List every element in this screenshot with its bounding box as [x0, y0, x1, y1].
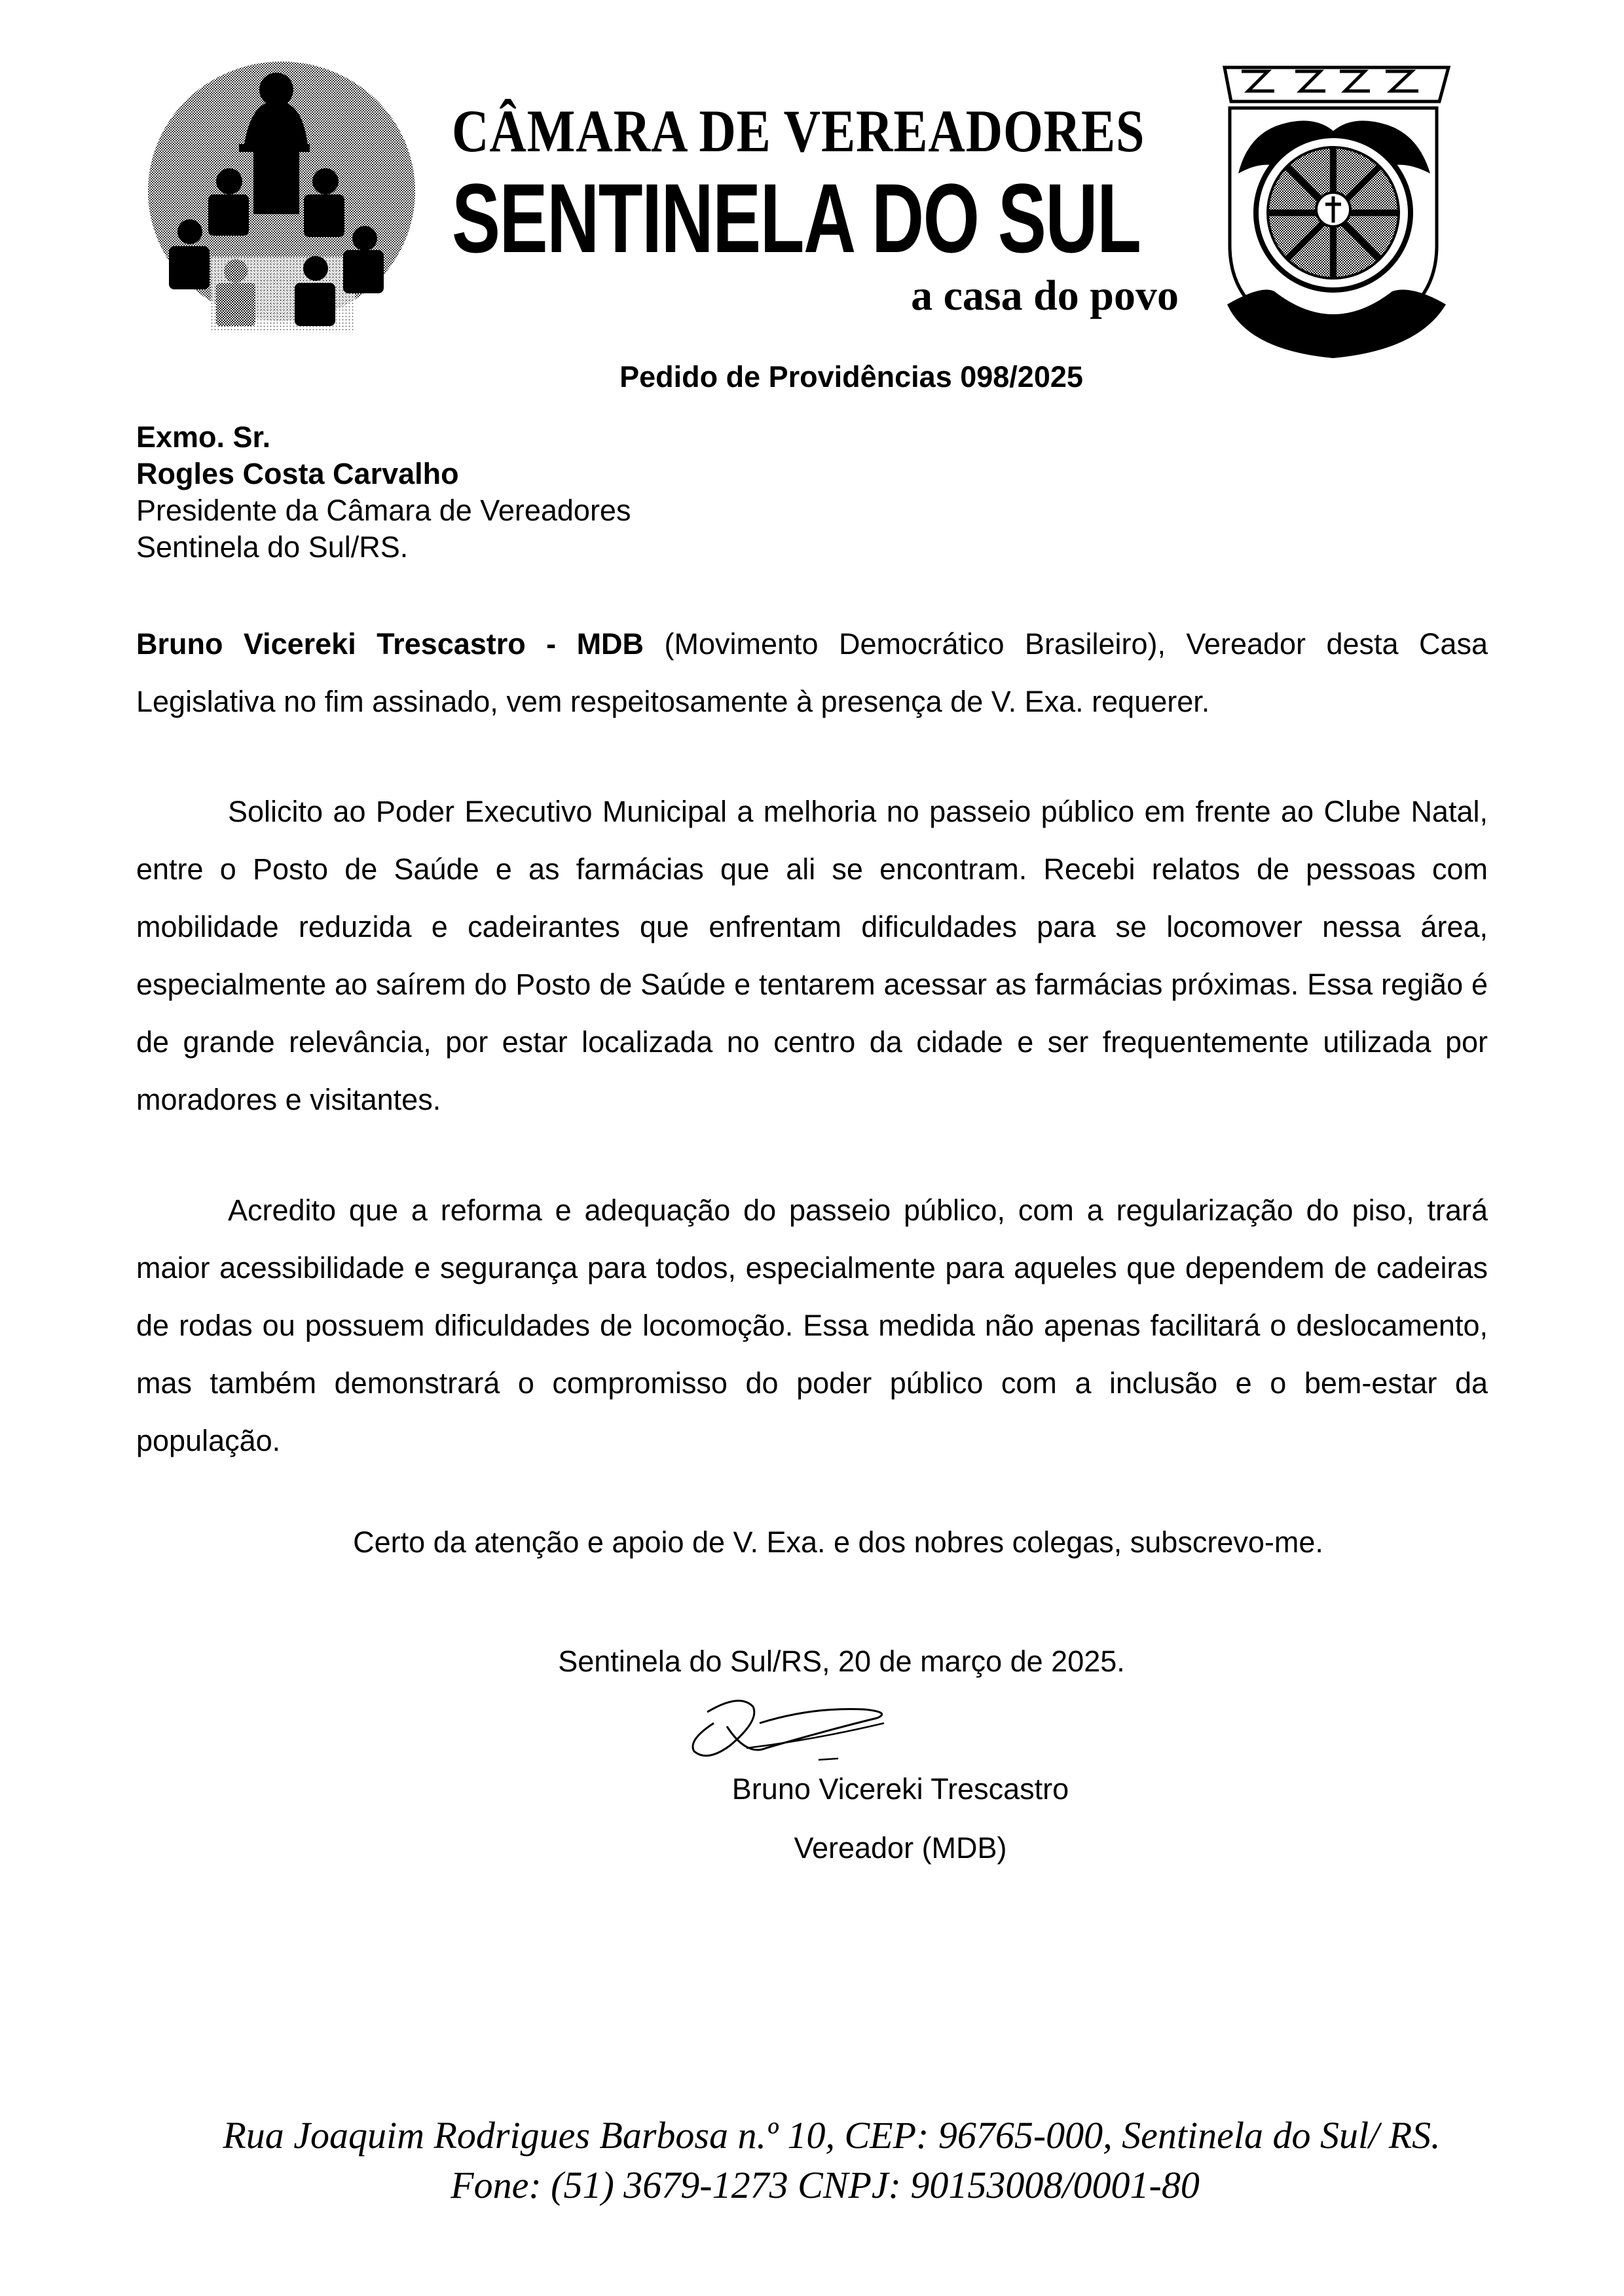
assembly-speaker-icon: [145, 60, 418, 333]
place-date: Sentinela do Sul/RS, 20 de março de 2025.: [558, 1645, 1125, 1678]
addressee-block: [136, 419, 631, 566]
document-title: Pedido de Providências 098/2025: [619, 360, 1083, 393]
institution-slogan: a casa do povo: [911, 272, 1179, 319]
municipality-name: SENTINELA DO SUL: [452, 163, 1141, 273]
addressee-position: Presidente da Câmara de Vereadores: [136, 494, 631, 527]
footer-contact: Fone: (51) 3679-1273 CNPJ: 90153008/0001-80: [451, 2164, 1200, 2206]
body-paragraph: Acredito que a reforma e adequação do passeio público, com a regularização do piso, trará maior acessibilidade e segurança para todos, especialmente para aqueles que dependem de cadeiras de rodas ou possuem dificuldades de locomoção. Essa medida não apenas facilitará o deslocamento, mas também demonstrará o compromisso do poder público com a inclusão e o bem-estar da população.: [136, 1194, 1488, 1457]
signatory-name: Bruno Vicereki Trescastro: [731, 1772, 1069, 1806]
intro-text: (Movimento Democrático Brasileiro), Vereador desta Casa Legislativa no fim assinado, vem respeitosamente à presença de V. Exa. requerer.: [136, 627, 1488, 718]
addressee-location: Sentinela do Sul/RS.: [136, 530, 409, 564]
intro-paragraph: [136, 615, 1488, 731]
handwritten-signature-icon: [668, 1696, 904, 1768]
institution-name: CÂMARA DE VEREADORES: [452, 98, 1145, 164]
addressee-salutation: Exmo. Sr.: [136, 420, 271, 454]
closing-line: Certo da atenção e apoio de V. Exa. e dos nobres colegas, subscrevo-me.: [353, 1525, 1323, 1559]
signatory-role: Vereador (MDB): [794, 1831, 1007, 1865]
body-paragraph: Solicito ao Poder Executivo Municipal a melhoria no passeio público em frente ao Clube Natal, entre o Posto de Saúde e as farmácias que ali se encontram. Recebi relatos de pessoas com mobilidade reduzida e cadeirantes que enfrentam dificuldades para se locomover nessa área, especialmente ao saírem do Posto de Saúde e tentarem acessar as farmácias próximas. Essa região é de grande relevância, por estar localizada no centro da cidade e ser frequentemente utilizada por moradores e visitantes.: [136, 795, 1488, 1116]
header-title-block: [452, 98, 1205, 321]
author-name: Bruno Vicereki Trescastro - MDB: [136, 627, 644, 661]
municipal-coat-of-arms-icon: [1222, 62, 1451, 360]
footer-address: Rua Joaquim Rodrigues Barbosa n.º 10, CEP: 96765-000, Sentinela do Sul/ RS.: [223, 2114, 1441, 2157]
addressee-name: Rogles Costa Carvalho: [136, 457, 459, 490]
